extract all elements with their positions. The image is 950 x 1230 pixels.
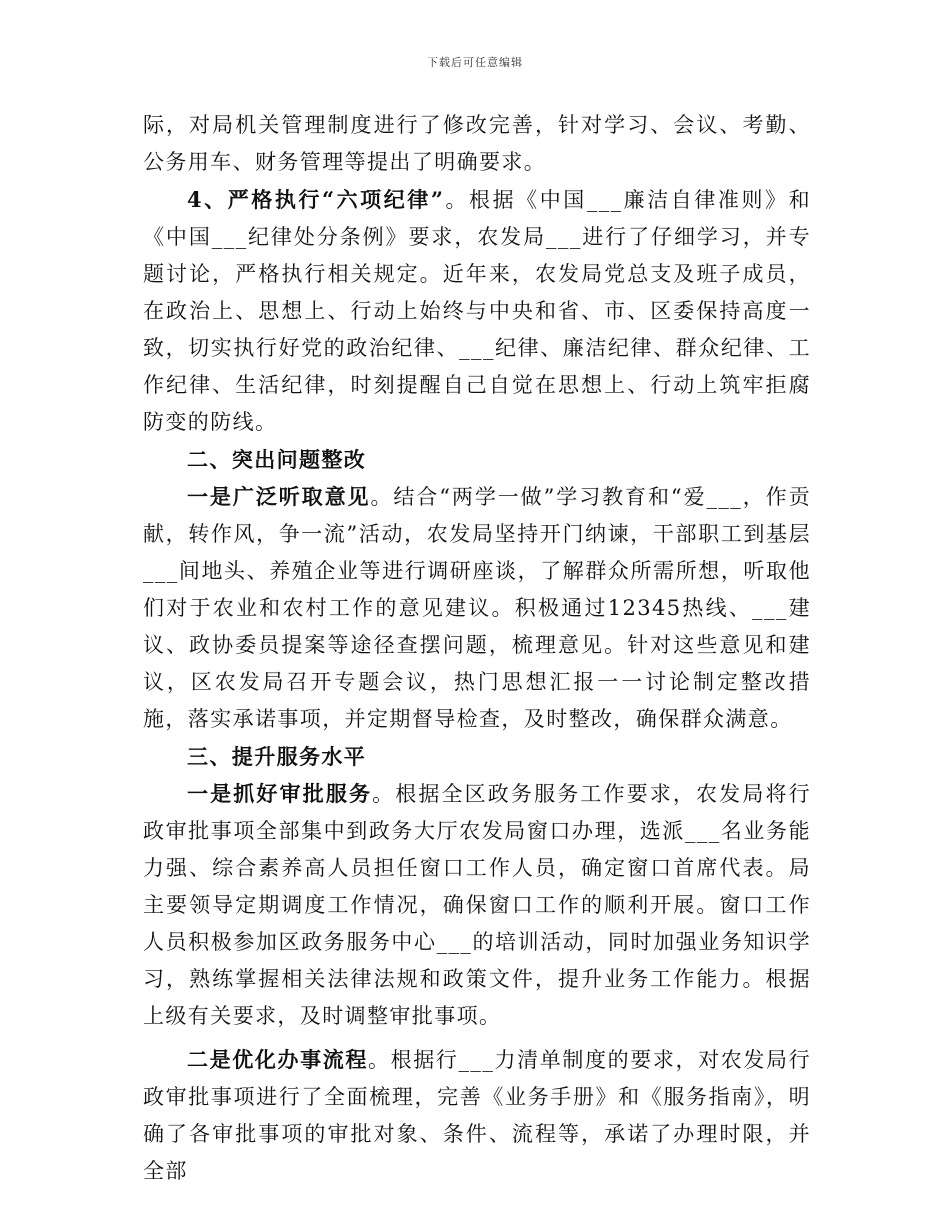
paragraph-text: 。根据行___力清单制度的要求，对农发局行政审批事项进行了全面梳理，完善《业务手册》和《服务指南》，明确了各审批事项的审批对象、条件、流程等，承诺了办理时限，并全部	[143, 1048, 811, 1183]
paragraph-six-disciplines	[143, 181, 811, 441]
paragraph-lead: 二是优化办事流程	[187, 1047, 369, 1072]
paragraph-approval-service	[143, 775, 811, 1035]
paragraph-text: 。结合“两学一做”学习教育和“爱___，作贡献，转作风，争一流”活动，农发局坚持开门纳谏，干部职工到基层___间地头、养殖企业等进行调研座谈，了解群众所需所想，听取他们对于农业和农村工作的意见建议。积极通过12345热线、___建议、政协委员提案等途径查摆问题，梳理意见。针对这些意见和建议，区农发局召开专题会议，热门思想汇报一一讨论制定整改措施，落实承诺事项，并定期督导检查，及时整改，确保群众满意。	[143, 485, 811, 731]
paragraph-text: 。根据全区政务服务工作要求，农发局将行政审批事项全部集中到政务大厅农发局窗口办理，选派___名业务能力强、综合素养高人员担任窗口工作人员，确定窗口首席代表。局主要领导定期调度工作情况，确保窗口工作的顺利开展。窗口工作人员积极参加区政务服务中心___的培训活动，同时加强业务知识学习，熟练掌握相关法律法规和政策文件，提升业务工作能力。根据上级有关要求，及时调整审批事项。	[143, 782, 811, 1028]
paragraph-lead: 4、严格执行“六项纪律”	[187, 187, 445, 212]
paragraph-lead: 一是广泛听取意见	[187, 484, 371, 509]
section-heading-problem-rectification: 二、突出问题整改	[187, 447, 367, 472]
paragraph-text: 际，对局机关管理制度进行了修改完善，针对学习、会议、考勤、公务用车、财务管理等提出了明确要求。	[143, 113, 811, 174]
paragraph-text: 。根据《中国___廉洁自律准则》和《中国___纪律处分条例》要求，农发局___进行了仔细学习，并专题讨论，严格执行相关规定。近年来，农发局党总支及班子成员，在政治上、思想上、行动上始终与中央和省、市、区委保持高度一致，切实执行好党的政治纪律、___纪律、廉洁纪律、群众纪律、工作纪律、生活纪律，时刻提醒自己自觉在思想上、行动上筑牢拒腐防变的防线。	[143, 188, 811, 434]
paragraph-listen-opinions	[143, 478, 811, 738]
document-body	[143, 107, 811, 1190]
paragraph-optimize-process	[143, 1041, 811, 1190]
paragraph-lead: 一是抓好审批服务	[187, 781, 373, 806]
page-header-note: 下载后可任意编辑	[427, 56, 523, 69]
paragraph-continued	[143, 107, 811, 181]
section-heading-service-level: 三、提升服务水平	[187, 744, 367, 769]
